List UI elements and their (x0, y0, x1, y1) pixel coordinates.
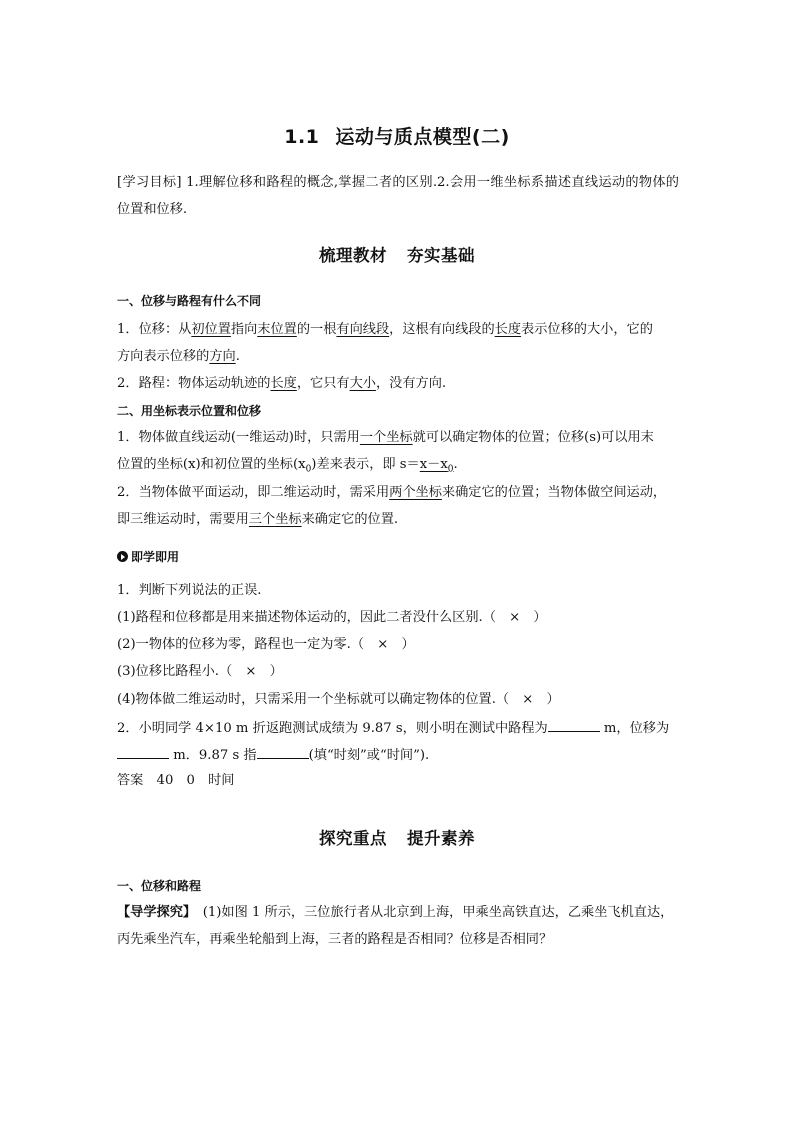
judgement-3: (3)位移比路程小.（ × ） (117, 664, 283, 679)
section1-part-b: 夯实基础 (407, 246, 475, 265)
part2-item1-line1: 1．物体做直线运动(一维运动)时，只需用一个坐标就可以确定物体的位置；位移(s)可以用末 (117, 430, 654, 445)
answer-line: 答案 40 0 时间 (117, 773, 235, 788)
practice-label: 即学即用 (117, 547, 179, 567)
part3-heading: 一、位移和路程 (117, 879, 202, 893)
practice-q1: 1．判断下列说法的正误. (117, 583, 262, 598)
part1-heading: 一、位移与路程有什么不同 (117, 294, 262, 308)
objectives-label: [学习目标] (117, 175, 182, 190)
title-number: 1.1 (284, 126, 320, 148)
practice-q2-line1: 2．小明同学 4×10 m 折返跑测试成绩为 9.87 s，则小明在测试中路程为 m，位移为 (117, 717, 679, 739)
part3-line2: 丙先乘坐汽车，再乘坐轮船到上海，三者的路程是否相同？位移是否相同？ (117, 932, 553, 947)
play-circle-icon (117, 551, 128, 562)
guided-inquiry-label: 【导学探究】 (117, 905, 190, 920)
judgement-2: (2)一物体的位移为零，路程也一定为零.（ × ） (117, 637, 415, 652)
part1-item1-line2: 方向表示位移的方向. (117, 349, 240, 364)
title-text: 运动与质点模型(二) (335, 126, 510, 148)
part1-item2: 2．路程：物体运动轨迹的长度，它只有大小，没有方向. (117, 376, 447, 391)
learning-objectives (117, 169, 679, 223)
section-heading-2 (0, 825, 794, 849)
practice-q2-line2: m．9.87 s 指 (填“时刻”或“时间”). (117, 744, 679, 766)
section-heading-1 (0, 242, 794, 266)
part3-line1: 【导学探究】 (1)如图 1 所示，三位旅行者从北京到上海，甲乘坐高铁直达，乙乘坐飞机直达， (117, 905, 674, 920)
section1-part-a: 梳理教材 (319, 246, 387, 265)
part1-item1-line1: 1．位移：从初位置指向末位置的一根有向线段，这根有向线段的长度表示位移的大小，它的 (117, 322, 653, 337)
judgement-1: (1)路程和位移都是用来描述物体运动的，因此二者没什么区别.（ × ） (117, 610, 547, 625)
objectives-text: 1.理解位移和路程的概念,掌握二者的区别.2.会用一维坐标系描述直线运动的物体的位置和位移. (117, 175, 679, 217)
page-title (0, 122, 794, 149)
judgement-4: (4)物体做二维运动时，只需采用一个坐标就可以确定物体的位置.（ × ） (117, 692, 560, 707)
part2-item1-line2: 位置的坐标(x)和初位置的坐标$(x_0)$差来表示，即 $s=x-x_0$. (117, 457, 458, 475)
answer-blank-2 (117, 744, 169, 759)
section2-part-a: 探究重点 (319, 829, 387, 848)
part2-heading: 二、用坐标表示位置和位移 (117, 404, 262, 418)
part2-item2-line2: 即三维运动时，需要用三个坐标来确定它的位置. (117, 512, 399, 527)
answer-blank-3 (257, 744, 309, 759)
section2-part-b: 提升素养 (407, 829, 475, 848)
answer-blank-1 (548, 717, 600, 732)
part2-item2-line1: 2．当物体做平面运动，即二维运动时，需采用两个坐标来确定它的位置；当物体做空间运动， (117, 485, 667, 500)
